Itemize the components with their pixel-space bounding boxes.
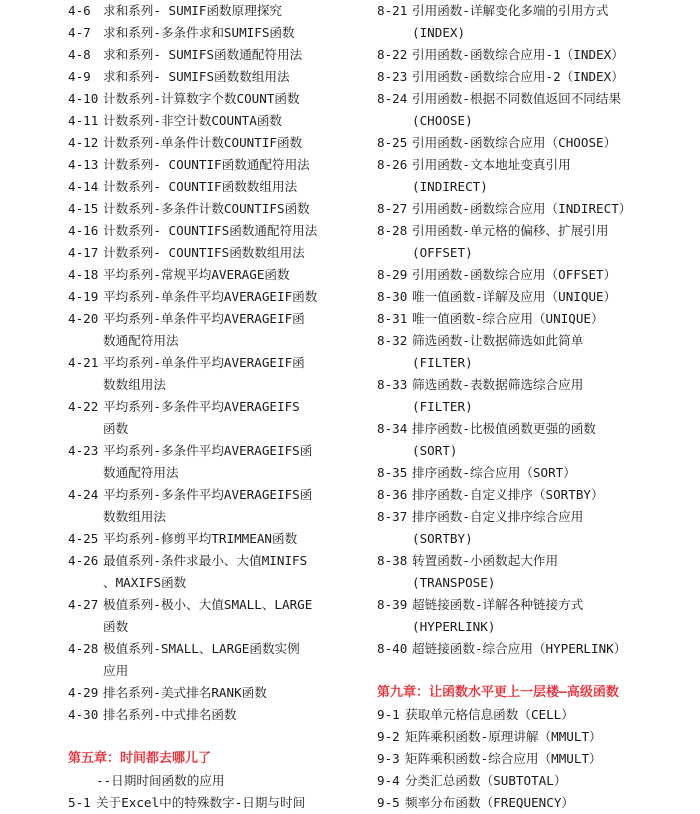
toc-entry-title-line: 引用函数-函数综合应用（INDIRECT） [412, 201, 632, 216]
toc-entry-title-line: 排序函数-自定义排序（SORTBY） [412, 487, 604, 502]
toc-entry-title [412, 198, 631, 220]
toc-entry[interactable] [377, 330, 677, 374]
toc-entry-title-line: 求和系列- SUMIF函数原理探究 [103, 3, 283, 18]
toc-entry[interactable] [377, 220, 677, 264]
toc-entry-title-line: 引用函数-详解变化多端的引用方式 [412, 3, 609, 18]
toc-entry-title-line: 计数系列-计算数字个数COUNT函数 [103, 91, 300, 106]
toc-entry-number: 8-26 [377, 157, 408, 172]
toc-entry-title-line: 函数 [103, 619, 129, 634]
toc-right-column [377, 0, 677, 814]
toc-entry-title-line: 数数组用法 [103, 509, 166, 524]
toc-entry-number: 8-25 [377, 135, 408, 150]
toc-entry[interactable] [377, 638, 677, 660]
toc-list-chapter5 [68, 792, 358, 814]
toc-entry[interactable] [377, 374, 677, 418]
toc-entry-number: 4-6 [68, 3, 91, 18]
toc-entry-title [103, 66, 290, 88]
toc-entry-number: 8-30 [377, 289, 408, 304]
toc-entry[interactable] [68, 528, 358, 550]
toc-entry-title [412, 132, 616, 154]
toc-entry-title-line: 计数系列-非空计数COUNTA函数 [103, 113, 283, 128]
toc-entry-title-line: 平均系列-多条件平均AVERAGEIFS函 [103, 443, 313, 458]
toc-entry-number: 8-37 [377, 509, 408, 524]
toc-entry[interactable] [68, 176, 358, 198]
toc-entry-title-line: 超链接函数-综合应用（HYPERLINK） [412, 641, 627, 656]
toc-entry-title-line: 平均系列-常规平均AVERAGE函数 [103, 267, 290, 282]
toc-entry-title [103, 132, 302, 154]
toc-entry[interactable] [68, 154, 358, 176]
toc-entry-title-line: (FILTER) [412, 399, 473, 414]
toc-entry-title [412, 88, 621, 132]
toc-entry-title-line: 求和系列- SUMIFS函数数组用法 [103, 69, 290, 84]
toc-entry-title [412, 308, 604, 330]
toc-entry[interactable] [68, 484, 358, 528]
toc-entry[interactable] [377, 770, 677, 792]
toc-entry-title [412, 220, 609, 264]
toc-entry-title-line: 平均系列-单条件平均AVERAGEIF函 [103, 355, 305, 370]
toc-entry[interactable] [68, 286, 358, 308]
toc-entry[interactable] [377, 748, 677, 770]
toc-entry[interactable] [68, 22, 358, 44]
toc-entry[interactable] [68, 352, 358, 396]
toc-list-chapter4 [68, 0, 358, 726]
toc-entry-title [412, 594, 583, 638]
toc-entry-number: 4-23 [68, 443, 99, 458]
toc-entry-title [103, 308, 305, 352]
toc-entry-title [103, 154, 310, 176]
toc-entry-title [412, 374, 583, 418]
toc-entry-number: 8-29 [377, 267, 408, 282]
toc-entry-title-line: 计数系列- COUNTIF函数数组用法 [103, 179, 298, 194]
toc-entry-number: 8-39 [377, 597, 408, 612]
toc-entry-title [412, 286, 616, 308]
toc-entry-title-line: 平均系列-修剪平均TRIMMEAN函数 [103, 531, 298, 546]
toc-entry-title [412, 506, 583, 550]
toc-entry[interactable] [377, 44, 677, 66]
toc-entry-number: 8-32 [377, 333, 408, 348]
toc-entry-number: 4-22 [68, 399, 99, 414]
toc-entry-number: 4-29 [68, 685, 99, 700]
toc-entry-title-line: 筛选函数-表数据筛选综合应用 [412, 377, 584, 392]
toc-entry-number: 4-11 [68, 113, 99, 128]
toc-entry-title [103, 286, 317, 308]
toc-entry-number: 8-38 [377, 553, 408, 568]
toc-entry-title-line: 引用函数-函数综合应用-2（INDEX） [412, 69, 624, 84]
toc-entry[interactable] [68, 308, 358, 352]
toc-entry-title-line: 排序函数-比极值函数更强的函数 [412, 421, 596, 436]
toc-entry-title-line: 函数 [103, 421, 129, 436]
spacer [377, 660, 677, 682]
toc-entry-title-line: 唯一值函数-综合应用（UNIQUE） [412, 311, 604, 326]
toc-entry-number: 4-8 [68, 47, 91, 62]
toc-entry-title [412, 264, 616, 286]
toc-entry-title-line: 引用函数-函数综合应用-1（INDEX） [412, 47, 624, 62]
toc-entry-number: 8-31 [377, 311, 408, 326]
toc-entry-number: 4-21 [68, 355, 99, 370]
toc-entry[interactable] [68, 638, 358, 682]
toc-entry-title-line: (CHOOSE) [412, 113, 473, 128]
toc-entry-number: 4-14 [68, 179, 99, 194]
toc-entry-title [412, 154, 571, 198]
toc-entry-title-line: 、MAXIFS函数 [103, 575, 187, 590]
toc-entry-title [103, 198, 310, 220]
toc-entry-title [103, 396, 300, 440]
toc-entry[interactable] [68, 792, 358, 814]
toc-entry-title-line: 数数组用法 [103, 377, 166, 392]
toc-entry-title-line: 引用函数-单元格的偏移、扩展引用 [412, 223, 609, 238]
toc-entry[interactable] [377, 286, 677, 308]
toc-entry-title-line: 频率分布函数（FREQUENCY） [405, 795, 574, 810]
toc-entry-number: 4-12 [68, 135, 99, 150]
toc-entry-title-line: 计数系列- COUNTIFS函数数组用法 [103, 245, 305, 260]
toc-entry-number: 8-36 [377, 487, 408, 502]
toc-entry-title-line: 平均系列-多条件平均AVERAGEIFS [103, 399, 300, 414]
toc-entry-number: 4-20 [68, 311, 99, 326]
toc-entry-title [103, 242, 305, 264]
toc-entry-number: 4-30 [68, 707, 99, 722]
toc-entry[interactable] [377, 704, 677, 726]
toc-entry[interactable] [377, 132, 677, 154]
toc-entry-title-line: 获取单元格信息函数（CELL） [405, 707, 574, 722]
toc-entry-title [412, 638, 626, 660]
toc-entry-title-line: 分类汇总函数（SUBTOTAL） [405, 773, 567, 788]
toc-entry-number: 4-19 [68, 289, 99, 304]
toc-entry-title [103, 88, 300, 110]
toc-entry-title-line: 计数系列- COUNTIFS函数通配符用法 [103, 223, 318, 238]
toc-entry[interactable] [68, 66, 358, 88]
toc-entry-number: 8-33 [377, 377, 408, 392]
toc-entry-number: 4-7 [68, 25, 91, 40]
toc-entry-title [405, 770, 566, 792]
toc-entry-title-line: 求和系列-多条件求和SUMIFS函数 [103, 25, 295, 40]
toc-entry-number: 4-18 [68, 267, 99, 282]
toc-entry-title-line: 极值系列-极小、大值SMALL、LARGE [103, 597, 313, 612]
toc-entry[interactable] [68, 704, 358, 726]
toc-entry[interactable] [68, 110, 358, 132]
toc-entry-number: 4-17 [68, 245, 99, 260]
toc-entry[interactable] [68, 396, 358, 440]
toc-entry-title [103, 704, 237, 726]
toc-entry[interactable] [377, 264, 677, 286]
toc-entry-title-line: 关于Excel中的特殊数字-日期与时间 [96, 795, 306, 810]
toc-entry-title [405, 748, 602, 770]
toc-entry[interactable] [377, 66, 677, 88]
spacer [68, 726, 358, 748]
toc-entry[interactable] [68, 44, 358, 66]
toc-entry-number: 8-23 [377, 69, 408, 84]
toc-entry-title-line: 数通配符用法 [103, 333, 179, 348]
toc-entry[interactable] [377, 154, 677, 198]
toc-entry-title-line: 排序函数-综合应用（SORT） [412, 465, 576, 480]
toc-entry-title [412, 462, 576, 484]
toc-entry-title-line: (HYPERLINK) [412, 619, 496, 634]
toc-entry-title-line: (INDIRECT) [412, 179, 488, 194]
toc-entry-title-line: 应用 [103, 663, 129, 678]
toc-entry-title [412, 0, 609, 44]
toc-entry-number: 5-1 [68, 795, 91, 810]
toc-entry-title-line: 计数系列- COUNTIF函数通配符用法 [103, 157, 310, 172]
toc-entry[interactable] [377, 792, 677, 814]
toc-entry[interactable] [377, 0, 677, 44]
toc-entry[interactable] [377, 594, 677, 638]
toc-entry-title [103, 264, 290, 286]
toc-entry-title [103, 440, 312, 484]
toc-entry-title [103, 0, 282, 22]
toc-left-column [68, 0, 358, 814]
toc-entry-title [405, 704, 574, 726]
toc-entry[interactable] [377, 198, 677, 220]
toc-entry[interactable] [377, 418, 677, 462]
toc-entry-title [405, 726, 602, 748]
toc-entry-title [103, 594, 312, 638]
toc-entry-title-line: 引用函数-文本地址变真引用 [412, 157, 571, 172]
toc-entry-title-line: 转置函数-小函数起大作用 [412, 553, 559, 568]
toc-entry[interactable] [68, 132, 358, 154]
toc-entry[interactable] [68, 264, 358, 286]
toc-entry-number: 8-28 [377, 223, 408, 238]
toc-entry-title-line: (SORTBY) [412, 531, 473, 546]
toc-entry-number: 9-2 [377, 729, 400, 744]
toc-list-chapter8 [377, 0, 677, 660]
toc-entry-title-line: 计数系列-单条件计数COUNTIF函数 [103, 135, 303, 150]
toc-entry-number: 8-27 [377, 201, 408, 216]
toc-entry-title [103, 176, 297, 198]
toc-entry-title-line: 极值系列-SMALL、LARGE函数实例 [103, 641, 300, 656]
toc-list-chapter9 [377, 704, 677, 814]
toc-entry-title [103, 220, 317, 242]
toc-entry-title [412, 550, 558, 594]
toc-entry-title [103, 528, 297, 550]
toc-entry-title-line: 平均系列-多条件平均AVERAGEIFS函 [103, 487, 313, 502]
toc-entry-number: 9-3 [377, 751, 400, 766]
toc-entry-title [412, 330, 583, 374]
toc-entry-number: 4-16 [68, 223, 99, 238]
toc-entry-title-line: 排名系列-美式排名RANK函数 [103, 685, 267, 700]
toc-entry-title-line: 唯一值函数-详解及应用（UNIQUE） [412, 289, 617, 304]
toc-entry[interactable] [68, 550, 358, 594]
toc-entry-title-line: 矩阵乘积函数-原理讲解（MMULT） [405, 729, 602, 744]
toc-entry-title-line: 求和系列- SUMIFS函数通配符用法 [103, 47, 303, 62]
toc-entry-number: 4-26 [68, 553, 99, 568]
toc-entry-title [103, 44, 302, 66]
toc-entry-title-line: 最值系列-条件求最小、大值MINIFS [103, 553, 308, 568]
toc-entry[interactable] [377, 462, 677, 484]
toc-entry-title [103, 22, 295, 44]
toc-entry-number: 8-22 [377, 47, 408, 62]
toc-entry-number: 4-24 [68, 487, 99, 502]
toc-entry-number: 4-13 [68, 157, 99, 172]
toc-entry-title-line: (TRANSPOSE) [412, 575, 496, 590]
toc-entry[interactable] [68, 242, 358, 264]
toc-entry-title-line: 排序函数-自定义排序综合应用 [412, 509, 584, 524]
toc-entry-number: 9-4 [377, 773, 400, 788]
toc-entry-title [412, 484, 604, 506]
toc-entry-number: 4-15 [68, 201, 99, 216]
toc-entry-title-line: 超链接函数-详解各种链接方式 [412, 597, 584, 612]
toc-entry-number: 8-24 [377, 91, 408, 106]
chapter5-heading[interactable]: 第五章：时间都去哪儿了 [68, 751, 212, 766]
toc-entry-title-line: 数通配符用法 [103, 465, 179, 480]
toc-entry[interactable] [68, 0, 358, 22]
toc-entry-number: 8-21 [377, 3, 408, 18]
toc-entry-number: 4-25 [68, 531, 99, 546]
toc-entry-title [96, 792, 305, 814]
toc-entry-number: 8-35 [377, 465, 408, 480]
toc-entry-title-line: (INDEX) [412, 25, 466, 40]
toc-entry[interactable] [68, 88, 358, 110]
chapter5-subtitle: --日期时间函数的应用 [96, 773, 225, 788]
toc-entry[interactable] [377, 506, 677, 550]
toc-entry-number: 4-10 [68, 91, 99, 106]
toc-entry-title [103, 484, 312, 528]
toc-entry-title-line: (OFFSET) [412, 245, 473, 260]
toc-entry-title-line: 引用函数-函数综合应用（CHOOSE） [412, 135, 617, 150]
toc-entry-title-line: 筛选函数-让数据筛选如此简单 [412, 333, 584, 348]
toc-entry[interactable] [68, 440, 358, 484]
toc-entry-title [103, 110, 282, 132]
toc-entry-title-line: (SORT) [412, 443, 458, 458]
toc-entry-title-line: 平均系列-单条件平均AVERAGEIF函 [103, 311, 305, 326]
toc-entry[interactable] [68, 682, 358, 704]
toc-entry-title-line: 矩阵乘积函数-综合应用（MMULT） [405, 751, 602, 766]
toc-entry-title [103, 682, 267, 704]
toc-entry-number: 4-28 [68, 641, 99, 656]
toc-entry-number: 4-9 [68, 69, 91, 84]
toc-entry-number: 9-1 [377, 707, 400, 722]
toc-entry-title-line: 平均系列-单条件平均AVERAGEIF函数 [103, 289, 318, 304]
toc-entry[interactable] [377, 550, 677, 594]
toc-entry-title [103, 638, 300, 682]
toc-entry[interactable] [377, 308, 677, 330]
toc-entry-title-line: 引用函数-根据不同数值返回不同结果 [412, 91, 622, 106]
toc-entry-number: 8-34 [377, 421, 408, 436]
toc-entry-title [103, 550, 307, 594]
toc-entry[interactable] [377, 484, 677, 506]
toc-entry-title-line: (FILTER) [412, 355, 473, 370]
chapter9-heading[interactable]: 第九章：让函数水平更上一层楼—高级函数 [377, 685, 619, 700]
toc-entry-title-line: 引用函数-函数综合应用（OFFSET） [412, 267, 617, 282]
toc-entry-number: 4-27 [68, 597, 99, 612]
toc-entry-title [405, 792, 574, 814]
toc-entry[interactable] [377, 726, 677, 748]
toc-entry-number: 9-5 [377, 795, 400, 810]
toc-entry[interactable] [68, 594, 358, 638]
toc-entry-number: 8-40 [377, 641, 408, 656]
toc-entry-title-line: 排名系列-中式排名函数 [103, 707, 237, 722]
toc-entry[interactable] [68, 220, 358, 242]
toc-entry-title-line: 计数系列-多条件计数COUNTIFS函数 [103, 201, 310, 216]
toc-entry-title [412, 66, 624, 88]
toc-entry-title [412, 44, 624, 66]
toc-entry-title [103, 352, 305, 396]
toc-entry[interactable] [377, 88, 677, 132]
toc-entry-title [412, 418, 596, 462]
toc-entry[interactable] [68, 198, 358, 220]
